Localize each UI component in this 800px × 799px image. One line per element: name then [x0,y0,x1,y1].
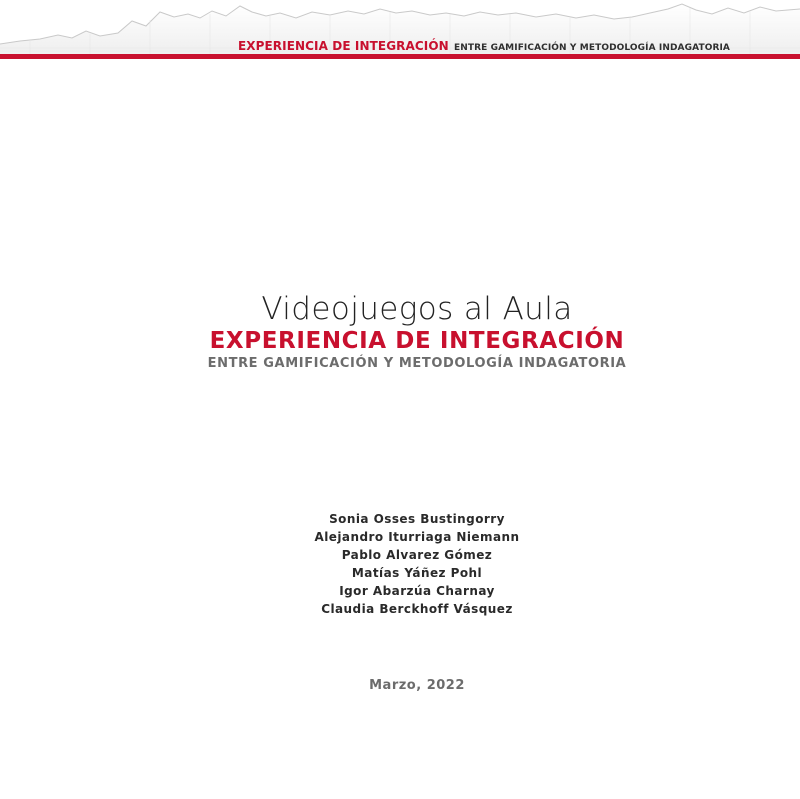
running-header [238,37,730,53]
author-name: Igor Abarzúa Charnay [339,584,495,598]
header-red-rule [0,54,800,59]
author-name: Claudia Berckhoff Vásquez [321,602,513,616]
publication-date: Marzo, 2022 [369,678,465,693]
author-name: Sonia Osses Bustingorry [329,512,505,526]
author-name: Alejandro Iturriaga Niemann [314,530,520,544]
running-header-subtitle: ENTRE GAMIFICACIÓN Y METODOLOGÍA INDAGATORIA [454,43,730,53]
book-subtitle-secondary: ENTRE GAMIFICACIÓN Y METODOLOGÍA INDAGATORIA [207,356,627,372]
author-name: Pablo Alvarez Gómez [341,548,493,562]
book-subtitle: EXPERIENCIA DE INTEGRACIÓN [209,328,625,355]
author-list [0,510,800,618]
cover-title-block [0,292,800,371]
author-name: Matías Yáñez Pohl [351,566,483,580]
book-title: Videojuegos al Aula [261,291,573,327]
running-header-title: EXPERIENCIA DE INTEGRACIÓN [237,39,449,53]
page-header [0,0,800,62]
